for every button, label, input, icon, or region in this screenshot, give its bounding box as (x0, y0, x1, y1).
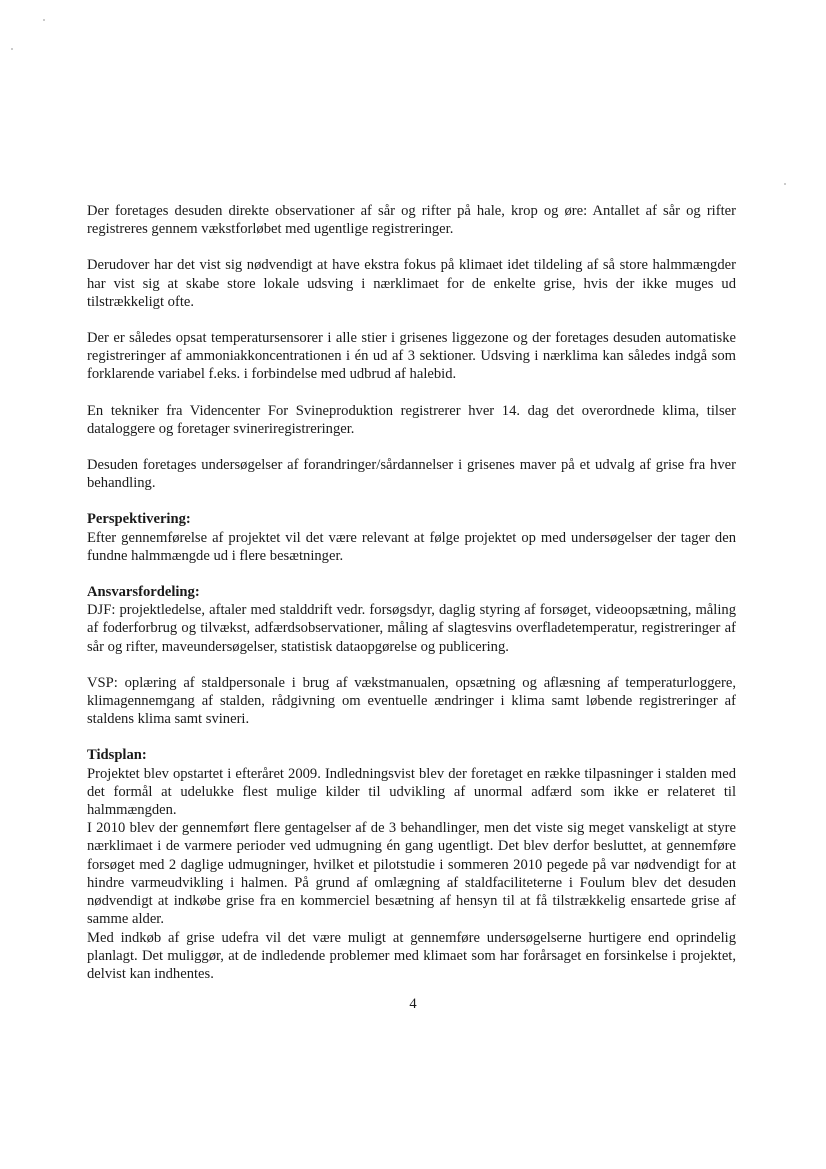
paragraph-observations: Der foretages desuden direkte observationer af sår og rifter på hale, krop og øre: Antallet af sår og rifter registreres gennem vækstforløbet med ugentlige registreringer. (87, 203, 736, 238)
paragraph-tidsplan-start: Projektet blev opstartet i efteråret 2009. Indledningsvist blev der foretaget en række tilpasninger i stalden med det formål at udelukke flest mulige kilder til udvikling af unormal adfærd som ikke er relateret til halmmængden. (87, 765, 736, 819)
paragraph-djf: DJF: projektledelse, aftaler med stalddrift vedr. forsøgsdyr, daglig styring af forsøget, videoopsætning, måling af foderforbrug og tilvækst, adfærdsobservationer, måling af slagtesvins overfladetemperatur, registreringer af sår og rifter, maveundersøgelser, statistisk dataopgørelse og publicering. (87, 602, 736, 655)
section-perspektivering (87, 510, 736, 565)
paragraph-tidsplan-purchase: Med indkøb af grise udefra vil det være muligt at gennemføre undersøgelserne hurtigere end oprindelig planlagt. Det muliggør, at de indledende problemer med klimaet som har forårsaget en forsinkelse i projektet, delvist kan indhentes. (87, 929, 736, 982)
paragraph-tidsplan-2010: I 2010 blev der gennemført flere gentagelser af de 3 behandlinger, men det viste sig meget vanskeligt at styre nærklimaet i de varmere perioder ved udmugning én gang ugentligt. Det blev derfor besluttet, at gennemføre forsøget med 2 daglige udmugninger, hvilket et pilotstudie i sommeren 2010 pegede på var nødvendigt for at hindre varmeudvikling i halmen. På grund af omlægning af staldfaciliteterne i Foulum blev det desuden nødvendigt at indkøbe grise fra en kommerciel besætning af hensyn til at få tilstrækkelig ensartede grise af samme alder. (87, 820, 736, 928)
paragraph-technician: En tekniker fra Videncenter For Svineproduktion registrerer hver 14. dag det overordnede klima, tilser dataloggere og foretager svineriregistreringer. (87, 402, 736, 437)
scan-speck (784, 183, 786, 185)
body-text (87, 202, 736, 1001)
scan-speck (11, 48, 13, 50)
heading-ansvarsfordeling: Ansvarsfordeling: (87, 584, 200, 601)
section-ansvarsfordeling (87, 583, 736, 728)
scan-speck (43, 19, 45, 21)
page-number: 4 (409, 996, 417, 1012)
paragraph-climate-focus: Derudover har det vist sig nødvendigt at have ekstra fokus på klimaet idet tildeling af så store halmmængder har vist sig at skabe store lokale udsving i nærklimaet for de enkelte grise, hvis der ikke muges ud tilstrækkeligt ofte. (87, 257, 736, 310)
paragraph-sensors: Der er således opsat temperatursensorer i alle stier i grisenes liggezone og der foretages desuden automatiske registreringer af ammoniakkoncentrationen i én ud af 3 sektioner. Udsving i nærklima kan således indgå som forklarende variabel f.eks. i forbindelse med udbrud af halebid. (87, 330, 736, 383)
paragraph-vsp: VSP: oplæring af staldpersonale i brug af vækstmanualen, opsætning og aflæsning af temperaturloggere, klimagennemgang af stalden, rådgivning om eventuelle ændringer i klima samt løbende registreringer af staldens klima samt svineri. (87, 674, 736, 728)
heading-tidsplan: Tidsplan: (87, 747, 147, 764)
paragraph-perspektivering: Efter gennemførelse af projektet vil det være relevant at følge projektet op med undersøgelser der tager den fundne halmmængde ud i flere besætninger. (87, 529, 736, 564)
section-tidsplan (87, 746, 736, 983)
heading-perspektivering: Perspektivering: (87, 511, 191, 528)
paragraph-stomach-examinations: Desuden foretages undersøgelser af forandringer/sårdannelser i grisenes maver på et udvalg af grise fra hver behandling. (87, 457, 736, 492)
